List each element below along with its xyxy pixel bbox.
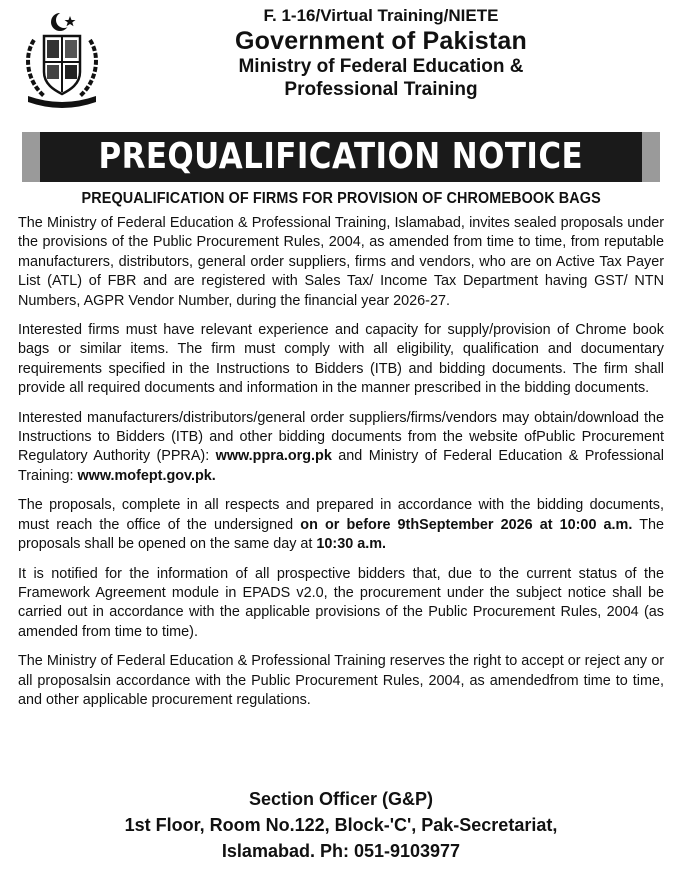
paragraph-deadline-text-b: The proposals shall be opened on the same day at (18, 516, 665, 553)
government-name: Government of Pakistan (235, 27, 527, 56)
office-address: 1st Floor, Room No.122, Block-'C', Pak-Secretariat, (124, 815, 558, 835)
notice-title-banner (40, 132, 642, 182)
banner-left-bar (22, 132, 40, 182)
banner-right-bar (642, 132, 660, 182)
office-city-phone: Islamabad. Ph: 051-9103977 (221, 841, 461, 861)
ppra-link: www.ppra.org.pk (215, 448, 332, 465)
ministry-name-line2: Professional Training (284, 79, 478, 101)
paragraph-deadline-text-a: The proposals, complete in all respects and prepared in accordance with the bidding documents, must reach the office of the undersigned (18, 497, 664, 533)
notice-title: PREQUALIFICATION NOTICE (98, 136, 584, 177)
section-officer: Section Officer (G&P) (248, 789, 434, 809)
paragraph-deadline (18, 496, 664, 554)
ministry-name-line1: Ministry of Federal Education & (238, 56, 524, 78)
notice-subtitle (18, 190, 664, 208)
reference-number: F. 1-16/Virtual Training/NIETE (263, 6, 499, 25)
notice-body (18, 214, 664, 720)
paragraph-documents (18, 409, 664, 487)
submission-deadline: on or before 9thSeptember 2026 at 10:00 a.m. (300, 516, 633, 533)
notice-header (120, 6, 642, 102)
paragraph-rights: The Ministry of Federal Education & Professional Training reserves the right to accept or reject any or all proposalsin accordance with the Public Procurement Rules, 2004, as amendedfrom time to time, and other applicable procurement regulations. (18, 653, 664, 708)
paragraph-documents-text-a: Interested manufacturers/distributors/general order suppliers/firms/vendors may obtain/download the Instructions to Bidders (ITB) and other bidding documents from the website ofPublic Procurement Regulatory Authority (PPRA): (18, 409, 664, 465)
mofept-link: www.mofept.gov.pk. (77, 467, 216, 484)
paragraph-epads: It is notified for the information of all prospective bidders that, due to the current status of the Framework Agreement module in EPADS v2.0, the procurement under the subject notice shall be carried out in accordance with the applicable provisions of the Public Procurement Rules, 2004 (as amended from time to time). (18, 565, 664, 640)
opening-time: 10:30 a.m. (316, 536, 387, 553)
paragraph-documents-text-b: and Ministry of Federal Education & Professional Training: (18, 448, 664, 484)
paragraph-invitation: The Ministry of Federal Education & Professional Training, Islamabad, invites sealed proposals under the provisions of the Public Procurement Rules, 2004, as amended from time to time, from reputable manufacturers, distributors, general order suppliers, firms and vendors, who are on Active Tax Payer List (ATL) of FBR and are registered with Sales Tax/ Income Tax Department having GST/ NTN Numbers, AGPR Vendor Number, during the financial year 2026-27. (18, 215, 664, 309)
notice-footer (18, 786, 664, 864)
paragraph-eligibility: Interested firms must have relevant experience and capacity for supply/provision of Chrome book bags or similar items. The firm must comply with all eligibility, qualification and documentary requirements specified in the Instructions to Bidders (ITB) and bidding documents. The firm shall provide all required documents and information in the manner prescribed in the bidding documents. (18, 322, 664, 397)
government-of-pakistan-emblem-icon (20, 10, 104, 108)
subtitle-text: PREQUALIFICATION OF FIRMS FOR PROVISION OF CHROMEBOOK BAGS (81, 190, 601, 207)
